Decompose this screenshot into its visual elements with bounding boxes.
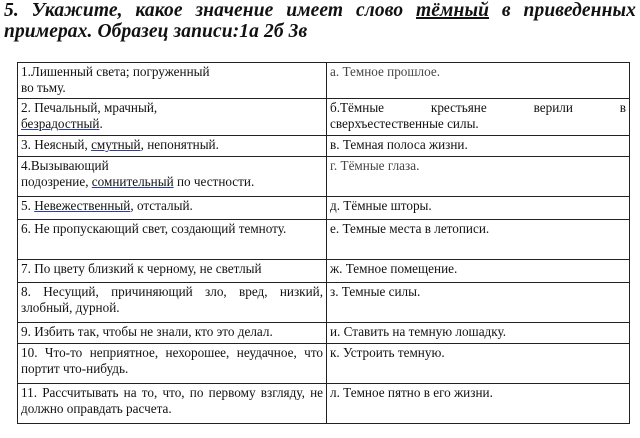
meaning-text: во тьму.	[21, 80, 66, 95]
example-text: к. Устроить темную.	[330, 345, 445, 360]
example-text: е. Темные места в летописи.	[330, 221, 490, 236]
task-heading	[4, 0, 636, 42]
meaning-cell	[18, 323, 327, 344]
meaning-text: 4.Вызывающий	[21, 158, 109, 173]
meaning-text: 8. Несущий, причиняющий зло, вред, низкий, злобный, дурной.	[21, 284, 323, 315]
meaning-text: 5.	[21, 198, 35, 213]
meaning-text: 9. Избить так, чтобы не знали, кто это делал.	[21, 324, 273, 339]
task-heading-suffix: в приведенных примерах. Образец записи:1а 2б 3в	[4, 0, 636, 42]
meaning-text: 6. Не пропускающий свет, создающий темноту.	[21, 221, 287, 236]
meaning-cell	[18, 63, 327, 99]
task-heading-prefix: 5. Укажите, какое значение имеет слово	[4, 0, 417, 21]
example-cell	[327, 63, 630, 99]
example-cell	[327, 323, 630, 344]
example-text: в. Темная полоса жизни.	[330, 137, 468, 152]
meaning-text: 1.Лишенный света; погруженный	[21, 64, 210, 79]
example-text: ж. Темное помещение.	[330, 261, 458, 276]
table-row	[18, 384, 630, 424]
example-text: сверхъестественные силы.	[330, 116, 479, 131]
example-cell	[327, 136, 630, 157]
meaning-text: , непонятный.	[140, 137, 219, 152]
meaning-text: , отсталый.	[130, 198, 193, 213]
meaning-cell	[18, 136, 327, 157]
synonym-underlined: безрадостный	[21, 116, 100, 131]
table-row	[18, 344, 630, 384]
table-row	[18, 63, 630, 99]
task-keyword: тёмный	[416, 0, 490, 21]
table-row	[18, 323, 630, 344]
example-text: б.Тёмные крестьяне верили в	[330, 100, 626, 115]
meanings-table	[17, 62, 630, 424]
example-cell	[327, 157, 630, 197]
meaning-text: .	[99, 116, 103, 131]
table-row	[18, 260, 630, 283]
meaning-cell	[18, 157, 327, 197]
meaning-cell	[18, 99, 327, 136]
synonym-underlined: Невежественный	[34, 198, 131, 213]
meaning-text: 3. Неясный,	[21, 137, 92, 152]
table-row	[18, 157, 630, 197]
example-cell	[327, 197, 630, 220]
example-cell	[327, 344, 630, 384]
table-row	[18, 99, 630, 136]
table-row	[18, 220, 630, 260]
table-row	[18, 197, 630, 220]
table-row	[18, 136, 630, 157]
meaning-cell	[18, 260, 327, 283]
example-text: и. Ставить на темную лошадку.	[330, 324, 507, 339]
meaning-text: по честности.	[173, 174, 255, 189]
example-text: з. Темные силы.	[330, 284, 421, 299]
example-cell	[327, 220, 630, 260]
meaning-cell	[18, 283, 327, 323]
meaning-cell	[18, 344, 327, 384]
example-text: д. Тёмные шторы.	[330, 198, 432, 213]
meaning-text: 11. Рассчитывать на то, что, по первому взгляду, не должно оправдать расчета.	[21, 385, 323, 416]
meaning-cell	[18, 220, 327, 260]
meaning-cell	[18, 384, 327, 424]
example-cell	[327, 99, 630, 136]
example-cell	[327, 260, 630, 283]
example-cell	[327, 283, 630, 323]
meaning-text: подозрение,	[21, 174, 92, 189]
meaning-text: 2. Печальный, мрачный,	[21, 100, 158, 115]
example-text: л. Темное пятно в его жизни.	[330, 385, 493, 400]
meaning-text: 7. По цвету близкий к черному, не светлый	[21, 261, 262, 276]
example-cell	[327, 384, 630, 424]
synonym-underlined: смутный	[91, 137, 141, 152]
meaning-cell	[18, 197, 327, 220]
example-text: г. Тёмные глаза.	[330, 158, 420, 173]
meaning-text: 10. Что-то неприятное, нехорошее, неудачное, что портит что-нибудь.	[21, 345, 323, 376]
synonym-underlined: сомнительный	[91, 174, 174, 189]
example-text: а. Темное прошлое.	[330, 64, 441, 79]
table-row	[18, 283, 630, 323]
